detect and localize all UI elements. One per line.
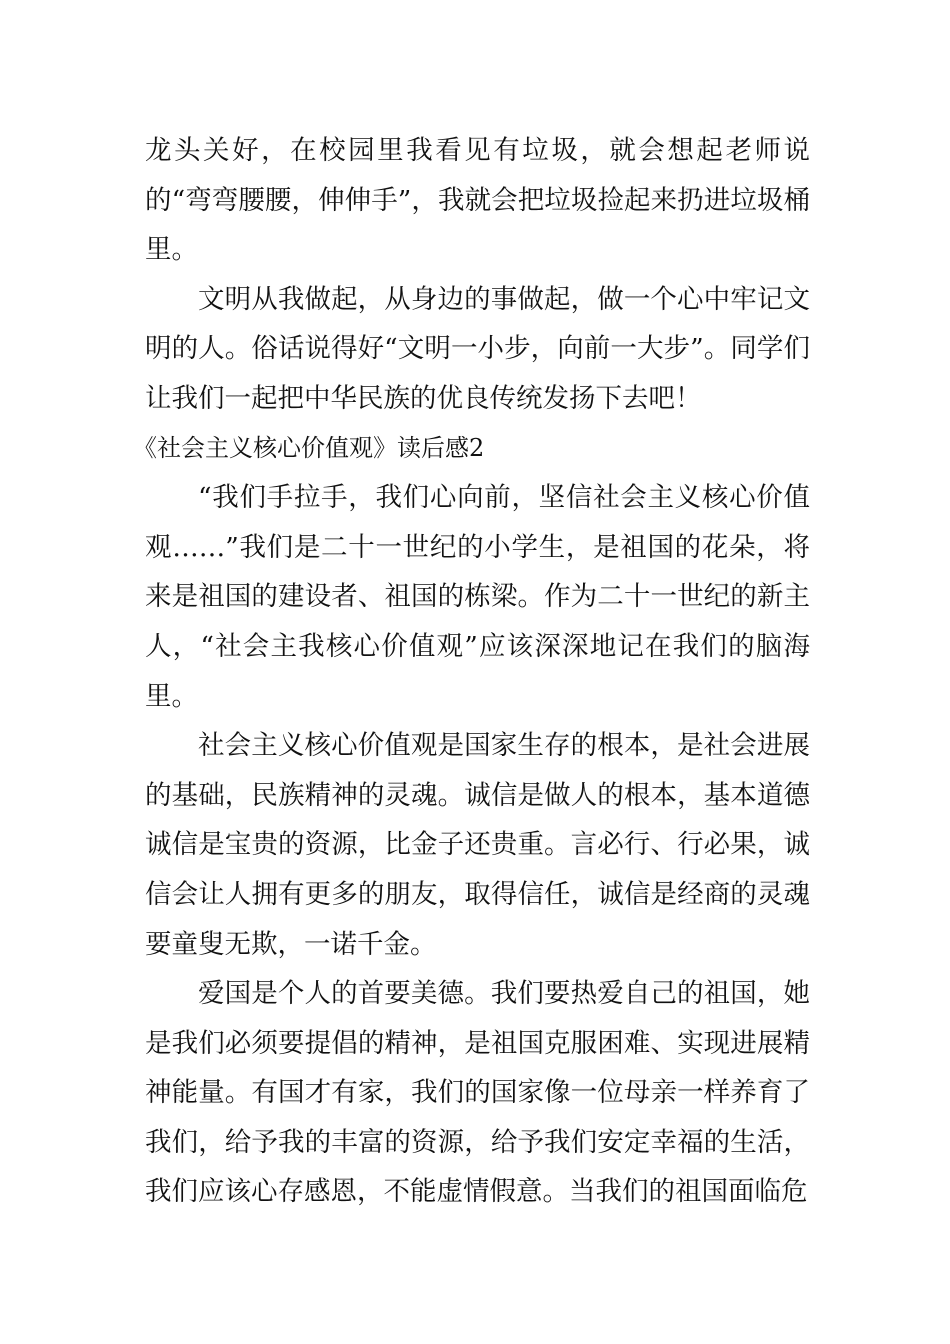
paragraph-continuation: 龙头关好，在校园里我看见有垃圾，就会想起老师说的“弯弯腰腰，伸伸手”，我就会把垃圾捡起来扔进垃圾桶里。 bbox=[145, 135, 810, 266]
paragraph-integrity: 社会主义核心价值观是国家生存的根本，是社会进展的基础，民族精神的灵魂。诚信是做人的根本，基本道德诚信是宝贵的资源，比金子还贵重。言必行、行必果，诚信会让人拥有更多的朋友，取得信任，诚信是经商的灵魂要童叟无欺，一诺千金。 bbox=[145, 730, 810, 960]
paragraph-patriotism: 爱国是个人的首要美德。我们要热爱自己的祖国，她是我们必须要提倡的精神，是祖国克服困难、实现进展精神能量。有国才有家，我们的国家像一位母亲一样养育了我们，给予我的丰富的资源，给予我们安定幸福的生活，我们应该心存感恩，不能虚情假意。当我们的祖国面临危 bbox=[145, 978, 810, 1208]
section-heading: 《社会主义核心价值观》读后感2 bbox=[133, 433, 485, 462]
paragraph-civility: 文明从我做起，从身边的事做起，做一个心中牢记文明的人。俗话说得好“文明一小步，向前一大步”。同学们让我们一起把中华民族的优良传统发扬下去吧！ bbox=[145, 283, 810, 414]
document-body bbox=[133, 126, 810, 1217]
paragraph-intro: “我们手拉手，我们心向前，坚信社会主义核心价值观……”我们是二十一世纪的小学生，是祖国的花朵，将来是祖国的建设者、祖国的栋梁。作为二十一世纪的新主人，“社会主我核心价值观”应该深深地记在我们的脑海里。 bbox=[145, 482, 810, 712]
